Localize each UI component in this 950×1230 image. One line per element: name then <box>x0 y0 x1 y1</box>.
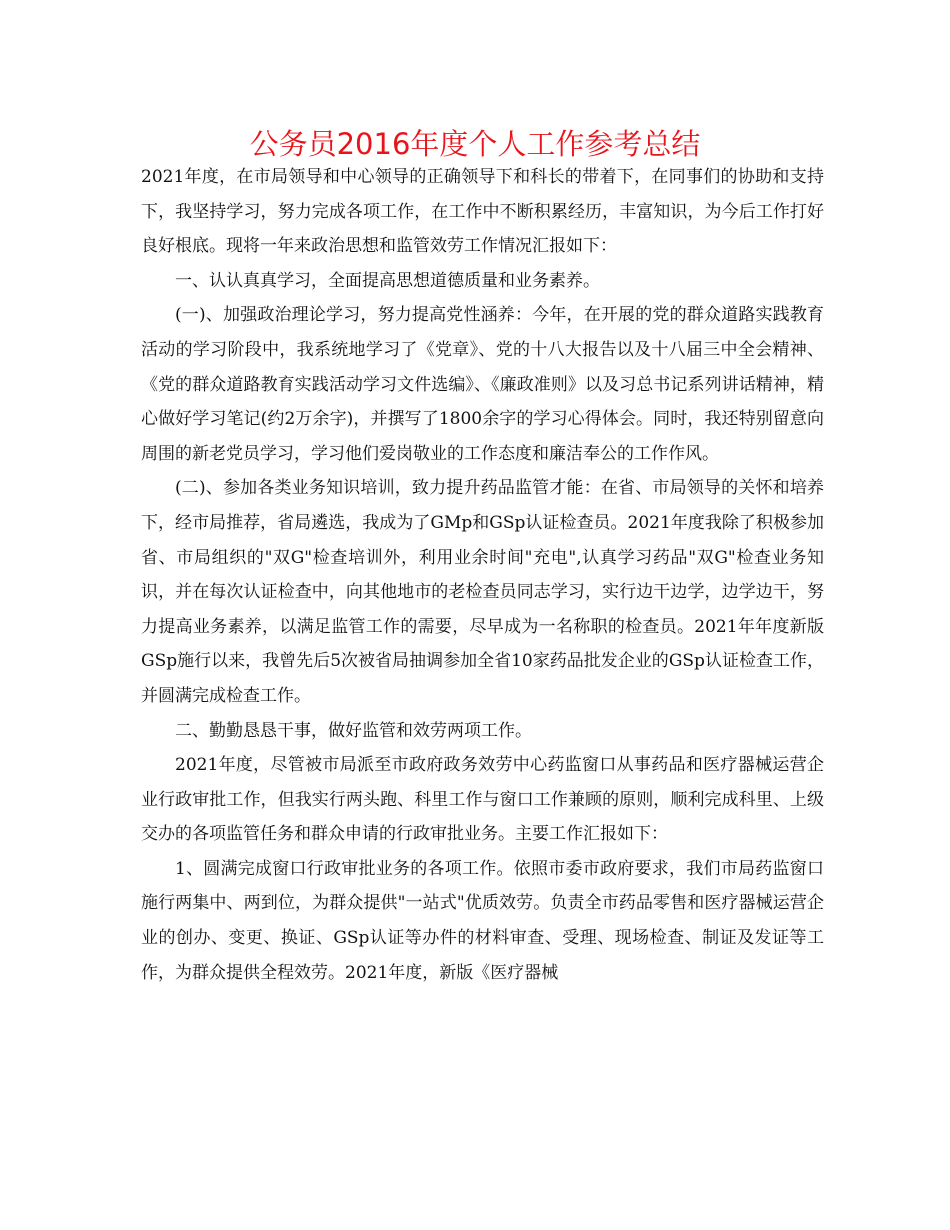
document-title: 公务员2016年度个人工作参考总结 <box>249 127 701 161</box>
paragraph: 1、圆满完成窗口行政审批业务的各项工作。依照市委市政府要求，我们市局药监窗口施行两集中、两到位，为群众提供"一站式"优质效劳。负责全市药品零售和医疗器械运营企业的创办、变更、换证、GSp认证等办件的材料审查、受理、现场检查、制证及发证等工作，为群众提供全程效劳。2021年度，新版《医疗器械 <box>141 858 824 983</box>
paragraph: (二)、参加各类业务知识培训，致力提升药品监管才能：在省、市局领导的关怀和培养下，经市局推荐，省局遴选，我成为了GMp和GSp认证检查员。2021年度我除了积极参加省、市局组织的"双G"检查培训外，利用业余时间"充电",认真学习药品"双G"检查业务知识，并在每次认证检查中，向其他地市的老检查员同志学习，实行边干边学，边学边干，努力提高业务素养，以满足监管工作的需要，尽早成为一名称职的检查员。2021年年度新版GSp施行以来，我曾先后5次被省局抽调参加全省10家药品批发企业的GSp认证检查工作，并圆满完成检查工作。 <box>141 478 824 706</box>
paragraph: (一)、加强政治理论学习，努力提高党性涵养：今年，在开展的党的群众道路实践教育活动的学习阶段中，我系统地学习了《党章》、党的十八大报告以及十八届三中全会精神、《党的群众道路教育实践活动学习文件选编》、《廉政准则》以及习总书记系列讲话精神，精心做好学习笔记(约2万余字)，并撰写了1800余字的学习心得体会。同时，我还特别留意向周围的新老党员学习，学习他们爱岗敬业的工作态度和廉洁奉公的工作作风。 <box>141 305 824 464</box>
paragraph: 二、勤勤恳恳干事，做好监管和效劳两项工作。 <box>175 720 532 741</box>
paragraph: 2021年度，在市局领导和中心领导的正确领导下和科长的带着下，在同事们的协助和支持下，我坚持学习，努力完成各项工作，在工作中不断积累经历，丰富知识，为今后工作打好良好根底。现将一年来政治思想和监管效劳工作情况汇报如下： <box>141 167 824 257</box>
document-body <box>141 160 824 990</box>
paragraph: 一、认认真真学习，全面提高思想道德质量和业务素养。 <box>175 270 600 291</box>
paragraph: 2021年度，尽管被市局派至市政府政务效劳中心药监窗口从事药品和医疗器械运营企业行政审批工作，但我实行两头跑、科里工作与窗口工作兼顾的原则，顺利完成科里、上级交办的各项监管任务和群众申请的行政审批业务。主要工作汇报如下： <box>141 755 824 845</box>
